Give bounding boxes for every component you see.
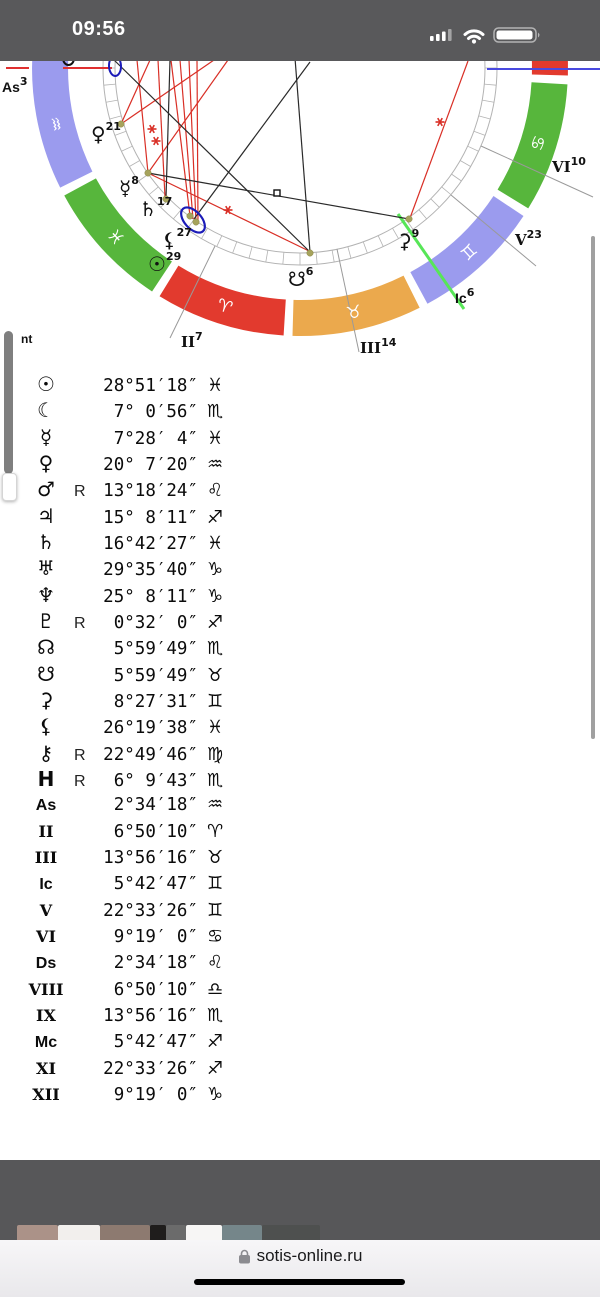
- taurus-sign-icon: ♉: [207, 664, 224, 686]
- aries-sign-icon: ♈: [207, 820, 224, 842]
- position-row-house-11: [0, 1056, 420, 1082]
- capricorn-sign-icon: ♑: [207, 585, 224, 607]
- point-glyph: ♀: [38, 451, 54, 476]
- thumbnail-fragment: [58, 1225, 100, 1240]
- pisces-sign-icon: ♓: [102, 225, 128, 251]
- position-row-chiron: [0, 740, 420, 766]
- coordinate-value: 7°28′ 4″: [103, 428, 198, 449]
- point-glyph: V: [39, 900, 53, 920]
- point-glyph: ☾: [37, 398, 55, 423]
- left-slider-handle[interactable]: [2, 473, 17, 501]
- coordinate-value: 28°51′18″: [103, 376, 198, 396]
- coordinate-value: 0°32′ 0″: [103, 613, 198, 634]
- position-row-house-6: [0, 924, 420, 950]
- position-row-house-9: [0, 1003, 420, 1029]
- safari-bottom-bar: [0, 1240, 600, 1297]
- sagittarius-sign-icon: ♐: [207, 1057, 224, 1079]
- gemini-sign-icon: ♊: [207, 899, 224, 921]
- wifi-icon: [465, 31, 483, 44]
- pisces-sign-icon: ♓: [207, 427, 224, 449]
- position-row-house-3: [0, 845, 420, 871]
- coordinate-value: 13°56′16″: [103, 1006, 198, 1027]
- scorpio-sign-icon: ♏: [207, 401, 224, 423]
- position-row-pluto: [0, 608, 420, 634]
- venus-wheel-label: ♀$^{21}$: [91, 120, 121, 146]
- status-time: 09:56: [72, 18, 126, 40]
- thumbnail-fragment: [150, 1225, 166, 1240]
- point-glyph: As: [35, 796, 57, 814]
- house-3-wheel-label: III$^{14}$: [360, 336, 397, 357]
- coordinate-value: 2°34′18″: [103, 794, 198, 815]
- coordinate-value: 20° 7′20″: [103, 455, 198, 476]
- retrograde-flag: R: [74, 773, 86, 791]
- coordinate-value: 25° 8′11″: [103, 586, 198, 607]
- point-glyph: ⚷: [38, 740, 54, 765]
- position-row-mars: [0, 476, 420, 502]
- position-row-sun: [0, 371, 420, 397]
- aquarius-sign-icon: ♒: [43, 114, 67, 134]
- point-glyph: ⚳: [38, 688, 54, 713]
- page-scrollbar[interactable]: [591, 236, 595, 739]
- cancer-sign-icon: ♋: [527, 133, 551, 154]
- position-row-neptune: [0, 582, 420, 608]
- pisces-sign-icon: ♓: [207, 533, 224, 555]
- point-glyph: IX: [36, 1006, 56, 1026]
- sagittarius-sign-icon: ♐: [207, 1030, 224, 1052]
- position-row-moon: [0, 397, 420, 423]
- pisces-sign-icon: ♓: [207, 375, 224, 396]
- point-glyph: Ds: [35, 954, 57, 972]
- pisces-sign-icon: ♓: [207, 717, 224, 739]
- point-glyph: Ic: [39, 875, 53, 893]
- coordinate-value: 5°59′49″: [103, 639, 198, 660]
- mercury-wheel-label: ☿$^8$: [119, 174, 139, 200]
- sagittarius-sign-icon: ♐: [207, 612, 224, 634]
- capricorn-sign-icon: ♑: [207, 1084, 224, 1106]
- black-aspect-lines: [112, 58, 409, 252]
- cancer-sign-icon: ♋: [207, 926, 224, 948]
- coordinate-value: 6°50′10″: [103, 821, 198, 842]
- point-glyph: ♄: [37, 530, 55, 555]
- ascendant-wheel-label: As$^3$: [2, 75, 28, 95]
- point-glyph: ♃: [37, 503, 55, 528]
- leo-sign-icon: ♌: [207, 951, 224, 973]
- position-row-descendant: [0, 951, 420, 977]
- coordinate-value: 5°42′47″: [103, 1031, 198, 1052]
- aquarius-sign-icon: ♒: [207, 793, 224, 815]
- point-glyph: ☉: [37, 372, 55, 396]
- position-row-house-8: [0, 977, 420, 1003]
- thumbnail-fragment: [166, 1225, 186, 1240]
- capricorn-sign-icon: ♑: [207, 559, 224, 581]
- point-glyph: ♂: [37, 477, 55, 502]
- coordinate-value: 13°56′16″: [103, 848, 198, 869]
- point-glyph: II: [38, 821, 54, 841]
- position-row-house-2: [0, 819, 420, 845]
- point-glyph: ☋: [37, 661, 55, 686]
- scorpio-sign-icon: ♏: [207, 1005, 224, 1027]
- scorpio-sign-icon: ♏: [207, 638, 224, 660]
- point-glyph: H: [37, 767, 55, 792]
- battery-icon: [494, 28, 540, 42]
- retrograde-flag: R: [74, 615, 86, 633]
- ceres-wheel-label: ⚳$^9$: [397, 227, 420, 253]
- virgo-sign-icon: ♍: [207, 743, 224, 765]
- aquarius-sign-icon: ♒: [207, 454, 224, 476]
- position-row-ascendant: [0, 793, 420, 819]
- gemini-sign-icon: ♊: [457, 240, 483, 266]
- thumbnail-fragment: [262, 1225, 320, 1240]
- coordinate-value: 22°33′26″: [103, 1058, 198, 1079]
- house-2-wheel-label: $II^7$: [181, 330, 203, 351]
- point-glyph: III: [34, 848, 58, 868]
- scorpio-sign-icon: ♏: [207, 770, 224, 792]
- planet-positions-table: [0, 371, 420, 1109]
- url-domain: sotis-online.ru: [256, 1246, 363, 1265]
- taurus-sign-icon: ♉: [207, 847, 224, 869]
- position-row-mercury: [0, 424, 420, 450]
- coordinate-value: 29°35′40″: [103, 560, 198, 581]
- coordinate-value: 22°49′46″: [103, 744, 198, 765]
- position-row-uranus: [0, 555, 420, 581]
- libra-sign-icon: ♎: [207, 978, 224, 1000]
- coordinate-value: 2°34′18″: [103, 952, 198, 973]
- coordinate-value: 5°59′49″: [103, 665, 198, 686]
- point-glyph: VI: [36, 927, 56, 947]
- retrograde-flag: R: [74, 746, 86, 764]
- gemini-sign-icon: ♊: [207, 872, 224, 894]
- point-glyph: VIII: [28, 979, 64, 999]
- coordinate-value: 13°18′24″: [103, 481, 198, 502]
- thumbnail-fragment: [100, 1225, 150, 1240]
- saturn-wheel-label: ♄$^{17}$: [139, 195, 173, 221]
- retrograde-flag: R: [74, 483, 86, 501]
- ios-status-bar: [0, 0, 600, 61]
- point-glyph: XII: [32, 1085, 60, 1105]
- position-row-house-12: [0, 1082, 420, 1108]
- cellular-signal-icon: [430, 29, 452, 41]
- url-bar[interactable]: [0, 1246, 600, 1266]
- thumbnail-fragment: [17, 1225, 58, 1240]
- point-glyph: XI: [36, 1058, 56, 1078]
- sun-wheel-label: ☉$^{29}$: [148, 250, 182, 276]
- position-row-jupiter: [0, 503, 420, 529]
- aries-sign-icon: ♈: [214, 295, 235, 319]
- coordinate-value: 6°50′10″: [103, 979, 198, 1000]
- coordinate-value: 8°27′31″: [103, 692, 198, 713]
- left-slider-thumb[interactable]: [4, 331, 13, 474]
- sagittarius-sign-icon: ♐: [207, 506, 224, 528]
- point-glyph: ♅: [37, 556, 55, 581]
- position-row-house-5: [0, 898, 420, 924]
- point-glyph: Mc: [34, 1033, 58, 1051]
- house-5-wheel-label: $V^{23}$: [515, 228, 542, 249]
- south-node-wheel-label: ☋$^6$: [288, 265, 314, 291]
- coordinate-value: 5°42′47″: [103, 873, 198, 894]
- left-cutoff-text: nt: [21, 332, 33, 346]
- position-row-venus: [0, 450, 420, 476]
- point-glyph: ♇: [37, 609, 55, 634]
- coordinate-value: 9°19′ 0″: [103, 927, 198, 948]
- coordinate-value: 7° 0′56″: [103, 402, 198, 423]
- coordinate-value: 22°33′26″: [103, 900, 198, 921]
- house-6-wheel-label: VI$^{10}$: [552, 155, 586, 176]
- taurus-sign-icon: ♉: [344, 301, 364, 325]
- position-row-saturn: [0, 529, 420, 555]
- position-row-south-node: [0, 661, 420, 687]
- ic-wheel-label: Ic$^6$: [455, 286, 475, 306]
- square-aspect-icon: [274, 190, 280, 196]
- lilith-wheel-label: ⚸$^{27}$: [162, 226, 192, 252]
- thumbnail-fragment: [186, 1225, 222, 1240]
- home-indicator[interactable]: [194, 1279, 405, 1285]
- thumbnail-fragment: [222, 1225, 262, 1240]
- coordinate-value: 16°42′27″: [103, 534, 198, 555]
- coordinate-value: 26°19′38″: [103, 718, 198, 739]
- red-aspect-lines: [121, 60, 468, 251]
- position-row-proserpina: [0, 766, 420, 792]
- lock-icon: [238, 1249, 251, 1264]
- position-row-ceres: [0, 687, 420, 713]
- leo-sign-icon: ♌: [207, 480, 224, 502]
- gemini-sign-icon: ♊: [207, 691, 224, 713]
- position-row-north-node: [0, 634, 420, 660]
- coordinate-value: 6° 9′43″: [103, 771, 198, 792]
- position-row-mc: [0, 1030, 420, 1056]
- coordinate-value: 9°19′ 0″: [103, 1085, 198, 1106]
- point-glyph: ☊: [37, 635, 55, 660]
- point-glyph: ⚸: [38, 714, 54, 739]
- point-glyph: ♆: [37, 582, 55, 607]
- coordinate-value: 15° 8′11″: [103, 507, 198, 528]
- position-row-ic: [0, 872, 420, 898]
- status-icons: [428, 24, 552, 51]
- page-bottom-dark-band: [0, 1160, 600, 1240]
- position-row-lilith: [0, 713, 420, 739]
- point-glyph: ☿: [39, 424, 53, 449]
